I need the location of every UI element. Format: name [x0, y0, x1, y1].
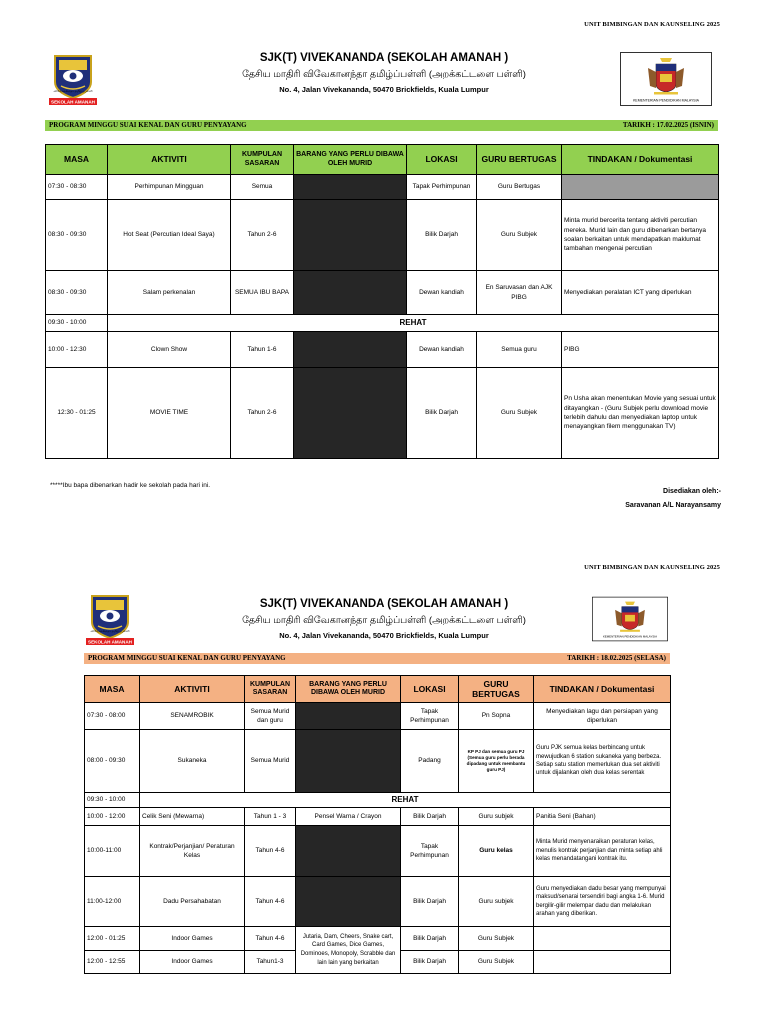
cell-tindakan: Minta Murid menyenaraikan peraturan kelas, menulis kontrak perjanjian dan minta setiap ahli kelas menandatangani kontrak itu. — [534, 826, 671, 877]
school-tamil-name: தேசிய மாதிரி விவேகானந்தா தமிழ்ப்பள்ளி (அறக்கட்டளை பள்ளி) — [242, 69, 526, 80]
cell-lokasi: Bilik Darjah — [401, 808, 459, 826]
school-logo-caption: விவேகானந்தா தமிழ்ப்பள்ளி — [90, 629, 130, 633]
cell-lokasi: Tapak Perhimpunan — [401, 703, 459, 730]
col-kumpulan: KUMPULAN SASARAN — [245, 676, 296, 703]
table-header-row — [46, 145, 719, 175]
cell-guru: Guru Subjek — [459, 927, 534, 951]
cell-masa: 12:00 - 12:55 — [85, 951, 140, 974]
cell-lokasi: Bilik Darjah — [401, 927, 459, 951]
prepared-name: Saravanan A/L Narayansamy — [625, 502, 721, 509]
col-masa: MASA — [85, 676, 140, 703]
col-barang: BARANG YANG PERLU DIBAWA OLEH MURID — [294, 145, 407, 175]
cell-kumpulan: SEMUA IBU BAPA — [231, 271, 294, 315]
cell-barang-blocked — [294, 200, 407, 271]
cell-lokasi: Dewan kandiah — [407, 271, 477, 315]
cell-tindakan: Menyediakan peralatan ICT yang diperlukan — [562, 271, 719, 315]
cell-barang-blocked — [294, 332, 407, 368]
cell-kumpulan: Tahun 1-6 — [231, 332, 294, 368]
cell-kumpulan: Tahun 4-6 — [245, 826, 296, 877]
school-address: No. 4, Jalan Vivekananda, 50470 Brickfields, Kuala Lumpur — [279, 631, 489, 640]
table-row-rehat — [85, 793, 671, 808]
table-row — [46, 332, 719, 368]
cell-tindakan — [534, 927, 671, 951]
cell-lokasi: Tapak Perhimpunan — [407, 175, 477, 200]
cell-masa: 10:00 - 12:00 — [85, 808, 140, 826]
col-lokasi: LOKASI — [401, 676, 459, 703]
table-row — [85, 826, 671, 877]
unit-label: UNIT BIMBINGAN DAN KAUNSELING 2025 — [584, 564, 720, 571]
cell-barang-blocked — [296, 730, 401, 793]
ministry-caption: KEMENTERIAN PENDIDIKAN MALAYSIA — [602, 634, 658, 639]
program-title: PROGRAM MINGGU SUAI KENAL DAN GURU PENYAYANG — [88, 654, 286, 662]
cell-tindakan: Guru menyediakan dadu besar yang mempunyai maksud/senarai tersendiri bagi angka 1-6. Murid bergilir-gilir melempar dadu dan melakukan arahan yang diberikan. — [534, 877, 671, 927]
col-tindakan: TINDAKAN / Dokumentasi — [562, 145, 719, 175]
cell-kumpulan: Tahun 1 - 3 — [245, 808, 296, 826]
table-row — [85, 808, 671, 826]
cell-kumpulan: Tahun1-3 — [245, 951, 296, 974]
school-logo-caption: விவேகானந்தா தமிழ்ப்பள்ளி — [53, 89, 93, 93]
table-row — [85, 877, 671, 927]
program-date: TARIKH : 17.02.2025 (ISNIN) — [622, 121, 714, 129]
cell-tindakan: PIBG — [562, 332, 719, 368]
cell-masa: 08:30 - 09:30 — [46, 271, 108, 315]
program-title-bar — [84, 653, 670, 664]
cell-lokasi: Bilik Darjah — [407, 368, 477, 459]
cell-barang-blocked — [294, 368, 407, 459]
cell-lokasi: Bilik Darjah — [407, 200, 477, 271]
cell-barang: Jutaria, Dam, Cheers, Snake cart, Card Games, Dice Games, Dominoes, Monopoly, Scrabble dan lain lain yang berkaitan — [296, 927, 401, 974]
cell-barang-blocked — [296, 703, 401, 730]
cell-tindakan: Minta murid bercerita tentang aktiviti percutian mereka. Murid lain dan guru dibenarkan bertanya soalan berkaitan untuk mendapatkan maklumat tambahan mengenai percutian — [562, 200, 719, 271]
cell-tindakan: Pn Usha akan menentukan Movie yang sesuai untuk ditayangkan - (Guru Subjek perlu download movie terlebih dahulu dan menyediakan laptop untuk menayangkan filem menggunakan TV) — [562, 368, 719, 459]
schedule-table-day2 — [84, 675, 671, 974]
table-row — [85, 730, 671, 793]
cell-masa: 09:30 - 10:00 — [85, 793, 140, 808]
cell-kumpulan: Semua Murid dan guru — [245, 703, 296, 730]
school-tamil-name: தேசிய மாதிரி விவேகானந்தா தமிழ்ப்பள்ளி (அறக்கட்டளை பள்ளி) — [242, 615, 526, 626]
table-row — [46, 368, 719, 459]
cell-kumpulan: Tahun 2-6 — [231, 200, 294, 271]
schedule-page-day2 — [0, 555, 768, 1024]
ministry-crest-icon — [592, 592, 668, 646]
cell-guru: Pn Sopna — [459, 703, 534, 730]
cell-masa: 08:00 - 09:30 — [85, 730, 140, 793]
cell-kumpulan: Semua Murid — [245, 730, 296, 793]
school-crest-icon — [47, 52, 99, 106]
cell-aktiviti: Hot Seat (Percutian Ideal Saya) — [108, 200, 231, 271]
cell-masa: 12:30 - 01:25 — [46, 368, 108, 459]
schedule-table-day1 — [45, 144, 719, 459]
ministry-caption: KEMENTERIAN PENDIDIKAN MALAYSIA — [633, 98, 699, 103]
col-lokasi: LOKASI — [407, 145, 477, 175]
cell-aktiviti: Kontrak/Perjanjian/ Peraturan Kelas — [140, 826, 245, 877]
cell-kumpulan: Tahun 2-6 — [231, 368, 294, 459]
cell-masa: 10:00-11:00 — [85, 826, 140, 877]
cell-masa: 07:30 - 08:30 — [46, 175, 108, 200]
cell-guru: Guru subjek — [459, 877, 534, 927]
cell-aktiviti: Celik Seni (Mewarna) — [140, 808, 245, 826]
cell-guru: KP PJ dan semua guru PJ (Semua guru perlu berada dipadang untuk membantu guru PJ) — [459, 730, 534, 793]
cell-lokasi: Dewan kandiah — [407, 332, 477, 368]
cell-lokasi: Bilik Darjah — [401, 951, 459, 974]
table-row — [46, 175, 719, 200]
cell-lokasi: Padang — [401, 730, 459, 793]
prepared-label: Disediakan oleh:- — [663, 488, 721, 495]
cell-tindakan-blocked — [562, 175, 719, 200]
rehat-label: REHAT — [108, 315, 719, 332]
cell-tindakan — [534, 951, 671, 974]
cell-guru: Guru Subjek — [477, 368, 562, 459]
school-header — [150, 598, 618, 640]
col-kumpulan: KUMPULAN SASARAN — [231, 145, 294, 175]
cell-guru: Guru subjek — [459, 808, 534, 826]
cell-guru: Guru kelas — [459, 826, 534, 877]
cell-tindakan: Panitia Seni (Bahan) — [534, 808, 671, 826]
cell-kumpulan: Tahun 4-6 — [245, 877, 296, 927]
cell-aktiviti: Indoor Games — [140, 927, 245, 951]
school-name: SJK(T) VIVEKANANDA (SEKOLAH AMANAH ) — [259, 598, 509, 610]
cell-aktiviti: Perhimpunan Mingguan — [108, 175, 231, 200]
cell-aktiviti: Dadu Persahabatan — [140, 877, 245, 927]
school-logo-banner: SEKOLAH AMANAH — [51, 99, 95, 105]
table-header-row — [85, 676, 671, 703]
cell-aktiviti: Clown Show — [108, 332, 231, 368]
table-row — [85, 927, 671, 951]
cell-aktiviti: Indoor Games — [140, 951, 245, 974]
cell-masa: 08:30 - 09:30 — [46, 200, 108, 271]
cell-aktiviti: MOVIE TIME — [108, 368, 231, 459]
cell-aktiviti: SENAMROBIK — [140, 703, 245, 730]
cell-barang: Pensel Warna / Crayon — [296, 808, 401, 826]
cell-barang-blocked — [296, 877, 401, 927]
col-aktiviti: AKTIVITI — [140, 676, 245, 703]
col-masa: MASA — [46, 145, 108, 175]
cell-tindakan: Menyediakan lagu dan persiapan yang diperlukan — [534, 703, 671, 730]
table-row — [85, 703, 671, 730]
cell-masa: 11:00-12:00 — [85, 877, 140, 927]
col-tindakan: TINDAKAN / Dokumentasi — [534, 676, 671, 703]
cell-masa: 10:00 - 12:30 — [46, 332, 108, 368]
unit-label: UNIT BIMBINGAN DAN KAUNSELING 2025 — [584, 21, 720, 28]
program-date: TARIKH : 18.02.2025 (SELASA) — [567, 654, 666, 662]
parent-note: *****Ibu bapa dibenarkan hadir ke sekolah pada hari ini. — [50, 482, 211, 489]
col-guru: GURU BERTUGAS — [459, 676, 534, 703]
table-row — [46, 200, 719, 271]
cell-tindakan: Guru PJK semua kelas berbincang untuk mewujudkan 6 station sukaneka yang berbeza. Setiap satu station memerlukan dua set aktiviti untuk dijalankan oleh dua kelas serentak — [534, 730, 671, 793]
cell-guru: Guru Subjek — [459, 951, 534, 974]
col-guru: GURU BERTUGAS — [477, 145, 562, 175]
cell-masa: 12:00 - 01:25 — [85, 927, 140, 951]
cell-masa: 07:30 - 08:00 — [85, 703, 140, 730]
cell-guru: Guru Subjek — [477, 200, 562, 271]
school-header — [150, 52, 618, 94]
cell-guru: En Saruvasan dan AJK PIBG — [477, 271, 562, 315]
cell-lokasi: Tapak Perhimpunan — [401, 826, 459, 877]
school-name: SJK(T) VIVEKANANDA (SEKOLAH AMANAH ) — [259, 52, 509, 64]
cell-barang-blocked — [294, 271, 407, 315]
cell-lokasi: Bilik Darjah — [401, 877, 459, 927]
cell-aktiviti: Sukaneka — [140, 730, 245, 793]
table-row — [46, 271, 719, 315]
table-row-rehat — [46, 315, 719, 332]
program-title-bar — [45, 120, 718, 131]
col-barang: BARANG YANG PERLU DIBAWA OLEH MURID — [296, 676, 401, 703]
cell-guru: Semua guru — [477, 332, 562, 368]
school-address: No. 4, Jalan Vivekananda, 50470 Brickfields, Kuala Lumpur — [279, 85, 489, 94]
cell-guru: Guru Bertugas — [477, 175, 562, 200]
ministry-crest-icon — [620, 52, 712, 106]
school-logo-banner: SEKOLAH AMANAH — [88, 639, 132, 645]
cell-masa: 09:30 - 10:00 — [46, 315, 108, 332]
cell-barang-blocked — [296, 826, 401, 877]
cell-barang-blocked — [294, 175, 407, 200]
cell-kumpulan: Semua — [231, 175, 294, 200]
program-title: PROGRAM MINGGU SUAI KENAL DAN GURU PENYAYANG — [49, 121, 247, 129]
school-crest-icon — [84, 592, 136, 646]
cell-aktiviti: Salam perkenalan — [108, 271, 231, 315]
rehat-label: REHAT — [140, 793, 671, 808]
col-aktiviti: AKTIVITI — [108, 145, 231, 175]
cell-kumpulan: Tahun 4-6 — [245, 927, 296, 951]
